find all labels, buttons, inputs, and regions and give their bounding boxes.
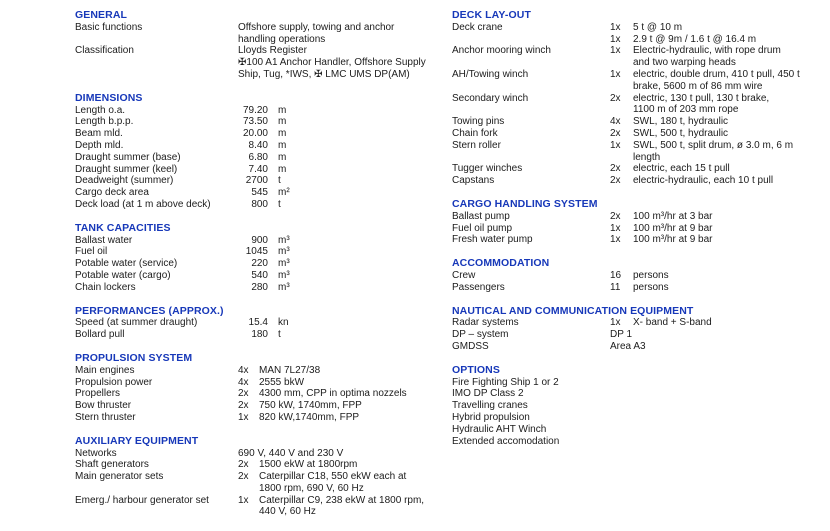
spec-section bbox=[452, 10, 830, 187]
row-quantity: 1x bbox=[610, 234, 621, 246]
row-label: Propulsion power bbox=[75, 376, 153, 388]
row-label: Passengers bbox=[452, 281, 505, 293]
row-label: Main generator sets bbox=[75, 471, 164, 483]
section-title: NAUTICAL AND COMMUNICATION EQUIPMENT bbox=[452, 304, 694, 317]
row-value-line: 2.9 t @ 9m / 1.6 t @ 16.4 m bbox=[633, 33, 757, 45]
row-value bbox=[633, 45, 781, 69]
row-value-line: MAN 7L27/38 bbox=[259, 364, 321, 376]
column-left bbox=[75, 10, 452, 518]
row-quantity: 1x bbox=[238, 411, 249, 423]
row-label: Length o.a. bbox=[75, 104, 126, 116]
row-label: Fresh water pump bbox=[452, 234, 533, 246]
row-value-number: 15.4 bbox=[248, 317, 268, 329]
row-quantity: 11 bbox=[610, 281, 621, 293]
row-unit: t bbox=[278, 329, 281, 341]
row-value-line: electric, double drum, 410 t pull, 450 t bbox=[633, 68, 800, 80]
row-label: Fire Fighting Ship 1 or 2 bbox=[452, 376, 559, 388]
row-value-line: persons bbox=[633, 281, 669, 293]
row-label: Draught summer (keel) bbox=[75, 163, 178, 175]
row-value bbox=[610, 341, 646, 353]
spec-row bbox=[452, 22, 830, 34]
row-value-number: 79.20 bbox=[242, 104, 268, 116]
row-value-line: electric, 130 t pull, 130 t brake, bbox=[633, 92, 770, 104]
row-value-line: Caterpillar C9, 238 ekW at 1800 rpm, bbox=[259, 494, 425, 506]
row-value bbox=[259, 377, 304, 389]
spec-row bbox=[75, 235, 452, 247]
spec-section bbox=[452, 306, 830, 353]
row-unit: m bbox=[278, 163, 287, 175]
row-value-number: 900 bbox=[251, 234, 268, 246]
row-label: DP – system bbox=[452, 329, 509, 341]
spec-row bbox=[452, 116, 830, 128]
row-value-line: Area A3 bbox=[610, 340, 646, 352]
row-quantity: 1x bbox=[238, 494, 249, 506]
spec-row bbox=[75, 270, 452, 282]
spec-row bbox=[452, 34, 830, 46]
row-value-number: 280 bbox=[251, 281, 268, 293]
row-label: Bollard pull bbox=[75, 329, 125, 341]
row-value-line: 690 V, 440 V and 230 V bbox=[238, 447, 344, 459]
row-value bbox=[633, 93, 769, 117]
spec-row bbox=[452, 128, 830, 140]
row-quantity: 4x bbox=[238, 376, 249, 388]
row-label: Chain lockers bbox=[75, 281, 136, 293]
row-label: Radar systems bbox=[452, 317, 519, 329]
section-title: OPTIONS bbox=[452, 363, 500, 376]
spec-row bbox=[75, 365, 452, 377]
row-value-line: Lloyds Register bbox=[238, 45, 307, 57]
row-label: Chain fork bbox=[452, 127, 498, 139]
row-quantity: 2x bbox=[610, 175, 621, 187]
row-quantity: 2x bbox=[238, 388, 249, 400]
row-label: Emerg./ harbour generator set bbox=[75, 494, 209, 506]
row-value bbox=[259, 388, 407, 400]
row-quantity: 2x bbox=[238, 471, 249, 483]
row-label: Deadweight (summer) bbox=[75, 175, 174, 187]
spec-row bbox=[75, 105, 452, 117]
row-label: Propellers bbox=[75, 388, 121, 400]
row-value-line: 2555 bkW bbox=[259, 376, 305, 388]
row-value bbox=[238, 448, 343, 460]
spec-row bbox=[75, 329, 452, 341]
spec-section bbox=[75, 10, 452, 81]
row-value-line: 100 m³/hr at 9 bar bbox=[633, 234, 713, 246]
row-value-line: Offshore supply, towing and anchor bbox=[238, 21, 395, 33]
row-value-line: persons bbox=[633, 269, 669, 281]
section-title: PERFORMANCES (APPROX.) bbox=[75, 304, 224, 317]
row-value bbox=[633, 317, 712, 329]
row-value-line: SWL, 500 t, split drum, ø 3.0 m, 6 m bbox=[633, 139, 794, 151]
row-value bbox=[259, 471, 406, 495]
row-value-number: 180 bbox=[251, 329, 268, 341]
spec-section bbox=[452, 365, 830, 448]
section-title: DIMENSIONS bbox=[75, 91, 143, 104]
row-label: Fuel oil bbox=[75, 246, 108, 258]
row-quantity: 16 bbox=[610, 269, 622, 281]
row-value bbox=[633, 282, 669, 294]
row-value bbox=[238, 22, 394, 46]
spec-row bbox=[75, 448, 452, 460]
spec-row bbox=[452, 234, 830, 246]
row-unit: m³ bbox=[278, 246, 290, 258]
row-unit: t bbox=[278, 198, 281, 210]
row-value-line: ✠100 A1 Anchor Handler, Offshore Supply bbox=[238, 57, 426, 69]
row-label: Length b.p.p. bbox=[75, 116, 134, 128]
row-quantity: 4x bbox=[610, 116, 621, 128]
row-value-line: 820 kW,1740mm, FPP bbox=[259, 411, 360, 423]
row-unit: m³ bbox=[278, 258, 290, 270]
spec-section bbox=[452, 199, 830, 246]
spec-row bbox=[75, 187, 452, 199]
spec-row bbox=[75, 400, 452, 412]
row-value bbox=[633, 34, 756, 46]
row-value bbox=[633, 223, 712, 235]
spec-row bbox=[75, 152, 452, 164]
row-value bbox=[633, 163, 730, 175]
row-value-line: 1500 ekW at 1800rpm bbox=[259, 459, 358, 471]
row-value-line: brake, 5600 m of 86 mm wire bbox=[633, 80, 763, 92]
row-unit: m bbox=[278, 139, 287, 151]
row-value-line: 750 kW, 1740mm, FPP bbox=[259, 400, 362, 412]
row-value bbox=[633, 22, 682, 34]
row-value-number: 220 bbox=[251, 258, 268, 270]
row-unit: m bbox=[278, 151, 287, 163]
spec-row bbox=[75, 282, 452, 294]
spec-row bbox=[75, 388, 452, 400]
row-label: Potable water (service) bbox=[75, 258, 178, 270]
spec-row bbox=[75, 116, 452, 128]
spec-row bbox=[452, 341, 830, 353]
spec-row bbox=[75, 412, 452, 424]
row-quantity: 1x bbox=[610, 68, 621, 80]
section-title: PROPULSION SYSTEM bbox=[75, 351, 193, 364]
row-unit: m bbox=[278, 104, 287, 116]
row-quantity: 1x bbox=[610, 222, 621, 234]
spec-row bbox=[452, 223, 830, 235]
row-unit: m³ bbox=[278, 269, 290, 281]
row-quantity: 4x bbox=[238, 364, 249, 376]
row-value-number: 545 bbox=[251, 187, 268, 199]
row-label: Stern roller bbox=[452, 139, 501, 151]
row-value-line: 4300 mm, CPP in optima nozzels bbox=[259, 388, 407, 400]
spec-row bbox=[75, 140, 452, 152]
row-value bbox=[610, 329, 632, 341]
row-value-number: 6.80 bbox=[248, 151, 268, 163]
spec-row bbox=[75, 164, 452, 176]
spec-row bbox=[452, 377, 830, 389]
row-label: Hybrid propulsion bbox=[452, 411, 530, 423]
row-value-number: 800 bbox=[251, 198, 268, 210]
row-label: Main engines bbox=[75, 364, 135, 376]
spec-row bbox=[75, 175, 452, 187]
row-value-line: and two warping heads bbox=[633, 57, 736, 69]
row-quantity: 2x bbox=[610, 92, 621, 104]
row-label: Deck load (at 1 m above deck) bbox=[75, 198, 211, 210]
row-value-line: 1800 rpm, 690 V, 60 Hz bbox=[259, 482, 364, 494]
spec-row bbox=[452, 270, 830, 282]
section-title: CARGO HANDLING SYSTEM bbox=[452, 197, 598, 210]
row-label: Ballast pump bbox=[452, 210, 510, 222]
row-value bbox=[633, 116, 728, 128]
row-quantity: 2x bbox=[610, 210, 621, 222]
row-label: Potable water (cargo) bbox=[75, 269, 171, 281]
row-value-line: electric, each 15 t pull bbox=[633, 163, 730, 175]
row-value bbox=[259, 365, 320, 377]
row-value-line: Electric-hydraulic, with rope drum bbox=[633, 45, 781, 57]
row-label: Tugger winches bbox=[452, 163, 523, 175]
row-label: Towing pins bbox=[452, 116, 505, 128]
row-unit: m³ bbox=[278, 281, 290, 293]
spec-row bbox=[75, 45, 452, 80]
row-label: Anchor mooring winch bbox=[452, 45, 551, 57]
spec-row bbox=[75, 199, 452, 211]
spec-row bbox=[452, 436, 830, 448]
row-value-line: electric-hydraulic, each 10 t pull bbox=[633, 175, 774, 187]
row-label: IMO DP Class 2 bbox=[452, 388, 524, 400]
row-label: Depth mld. bbox=[75, 139, 124, 151]
spec-row bbox=[75, 246, 452, 258]
row-quantity: 2x bbox=[238, 400, 249, 412]
row-value bbox=[633, 175, 773, 187]
row-label: Secondary winch bbox=[452, 92, 529, 104]
row-value bbox=[633, 270, 669, 282]
row-label: Speed (at summer draught) bbox=[75, 317, 198, 329]
spec-row bbox=[75, 459, 452, 471]
spec-row bbox=[452, 69, 830, 93]
spec-row bbox=[75, 377, 452, 389]
row-value-number: 8.40 bbox=[248, 139, 268, 151]
row-label: Fuel oil pump bbox=[452, 222, 513, 234]
spec-section bbox=[75, 306, 452, 341]
row-value-number: 1045 bbox=[245, 246, 268, 258]
row-value-line: DP 1 bbox=[610, 329, 633, 341]
spec-row bbox=[75, 471, 452, 495]
spec-section bbox=[75, 436, 452, 519]
row-label: Crew bbox=[452, 269, 476, 281]
row-quantity: 1x bbox=[610, 33, 621, 45]
row-quantity: 2x bbox=[238, 459, 249, 471]
row-value-line: 100 m³/hr at 3 bar bbox=[633, 210, 713, 222]
spec-row bbox=[75, 22, 452, 46]
row-value bbox=[633, 234, 712, 246]
row-value-number: 2700 bbox=[245, 175, 268, 187]
row-value-number: 20.00 bbox=[242, 128, 268, 140]
row-value-line: 5 t @ 10 m bbox=[633, 21, 683, 33]
row-value-line: Ship, Tug, *IWS, ✠ LMC UMS DP(AM) bbox=[238, 68, 410, 80]
row-label: Stern thruster bbox=[75, 411, 136, 423]
section-title: ACCOMMODATION bbox=[452, 257, 550, 270]
spec-row bbox=[75, 128, 452, 140]
spec-row bbox=[452, 163, 830, 175]
row-value bbox=[259, 459, 357, 471]
spec-row bbox=[452, 388, 830, 400]
section-title: TANK CAPACITIES bbox=[75, 221, 171, 234]
row-value-line: Caterpillar C18, 550 ekW each at bbox=[259, 471, 407, 483]
spec-section bbox=[75, 353, 452, 424]
spec-row bbox=[452, 45, 830, 69]
row-quantity: 1x bbox=[610, 139, 621, 151]
row-value bbox=[259, 412, 359, 424]
row-label: GMDSS bbox=[452, 340, 489, 352]
spec-section bbox=[75, 93, 452, 211]
spec-row bbox=[75, 258, 452, 270]
spec-row bbox=[452, 282, 830, 294]
row-unit: m³ bbox=[278, 234, 290, 246]
spec-section bbox=[452, 258, 830, 293]
row-value-number: 73.50 bbox=[242, 116, 268, 128]
row-value-line: handling operations bbox=[238, 33, 326, 45]
row-value bbox=[633, 211, 712, 223]
row-label: Travelling cranes bbox=[452, 400, 528, 412]
row-label: Deck crane bbox=[452, 21, 503, 33]
row-label: Shaft generators bbox=[75, 459, 149, 471]
row-value-line: length bbox=[633, 151, 661, 163]
row-label: Ballast water bbox=[75, 234, 133, 246]
spec-row bbox=[452, 400, 830, 412]
row-value bbox=[259, 400, 362, 412]
section-title: AUXILIARY EQUIPMENT bbox=[75, 434, 199, 447]
row-quantity: 1x bbox=[610, 317, 621, 329]
row-label: Classification bbox=[75, 45, 134, 57]
spec-row bbox=[75, 495, 452, 519]
row-unit: t bbox=[278, 175, 281, 187]
row-value bbox=[633, 69, 800, 93]
spec-row bbox=[452, 424, 830, 436]
spec-row bbox=[75, 317, 452, 329]
row-label: Hydraulic AHT Winch bbox=[452, 423, 547, 435]
row-value-line: SWL, 180 t, hydraulic bbox=[633, 116, 729, 128]
row-quantity: 2x bbox=[610, 163, 621, 175]
row-unit: m bbox=[278, 116, 287, 128]
row-unit: m² bbox=[278, 187, 290, 199]
column-right bbox=[452, 10, 830, 447]
row-quantity: 1x bbox=[610, 21, 621, 33]
section-title: DECK LAY-OUT bbox=[452, 9, 531, 21]
row-value-number: 540 bbox=[251, 269, 268, 281]
spec-row bbox=[452, 140, 830, 164]
row-label: Beam mld. bbox=[75, 128, 123, 140]
row-unit: kn bbox=[278, 317, 289, 329]
spec-section bbox=[75, 223, 452, 294]
row-value-line: SWL, 500 t, hydraulic bbox=[633, 127, 729, 139]
spec-row bbox=[452, 329, 830, 341]
row-label: Extended accomodation bbox=[452, 435, 560, 447]
row-label: Networks bbox=[75, 447, 117, 459]
row-quantity: 2x bbox=[610, 127, 621, 139]
row-label: Draught summer (base) bbox=[75, 151, 181, 163]
row-value-line: 440 V, 60 Hz bbox=[259, 506, 316, 518]
row-label: Cargo deck area bbox=[75, 187, 149, 199]
row-value bbox=[633, 128, 728, 140]
row-label: Capstans bbox=[452, 175, 495, 187]
spec-row bbox=[452, 93, 830, 117]
spec-row bbox=[452, 211, 830, 223]
row-value bbox=[259, 495, 424, 519]
row-quantity: 1x bbox=[610, 45, 621, 57]
row-value-line: X- band + S-band bbox=[633, 317, 712, 329]
row-value-number: 7.40 bbox=[248, 163, 268, 175]
section-title: GENERAL bbox=[75, 9, 128, 21]
row-value-line: 1100 m of 203 mm rope bbox=[633, 104, 739, 116]
row-unit: m bbox=[278, 128, 287, 140]
row-label: Bow thruster bbox=[75, 400, 132, 412]
spec-row bbox=[452, 412, 830, 424]
row-label: Basic functions bbox=[75, 21, 143, 33]
row-value bbox=[633, 140, 793, 164]
spec-row bbox=[452, 175, 830, 187]
row-label: AH/Towing winch bbox=[452, 68, 529, 80]
row-value-line: 100 m³/hr at 9 bar bbox=[633, 222, 713, 234]
row-value bbox=[238, 45, 426, 80]
spec-row bbox=[452, 317, 830, 329]
